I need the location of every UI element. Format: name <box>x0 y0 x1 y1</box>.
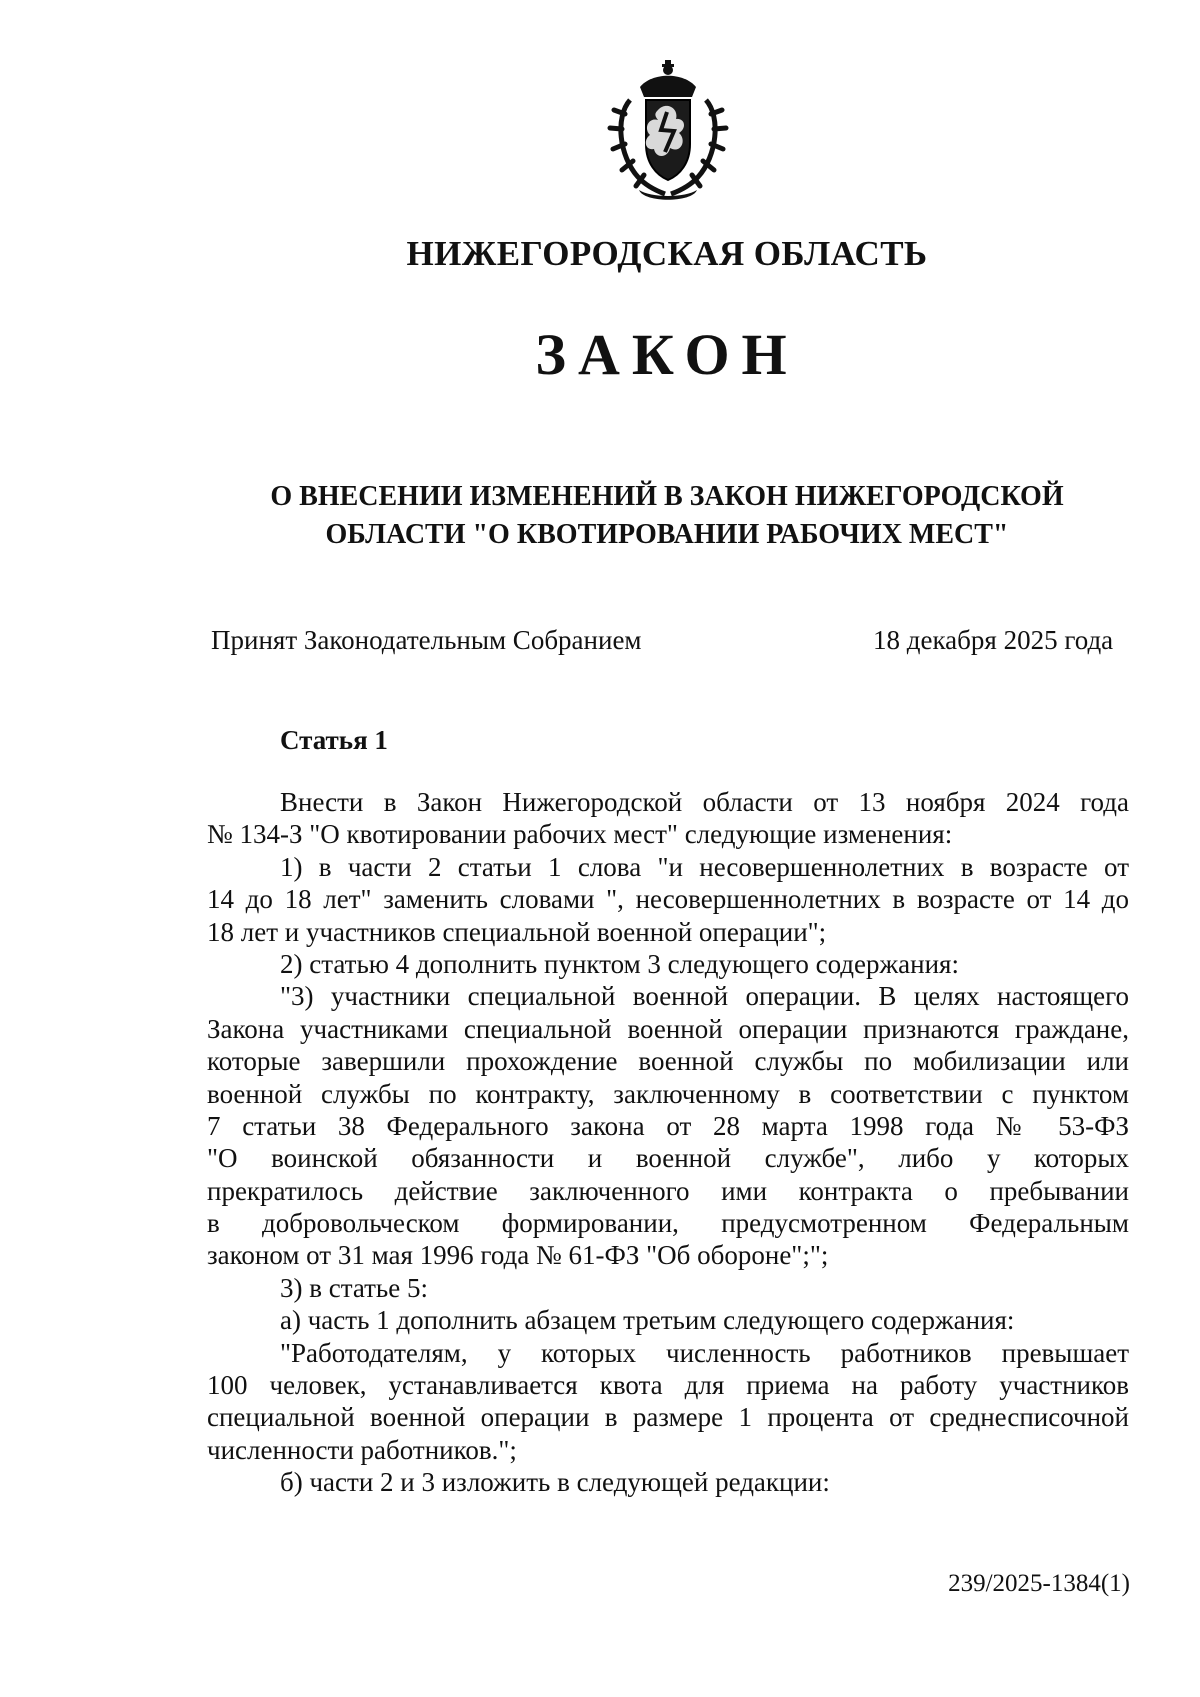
law-title-line: ОБЛАСТИ "О КВОТИРОВАНИИ РАБОЧИХ МЕСТ" <box>325 519 1009 550</box>
article-text-line: в добровольческом формировании, предусмотренном Федеральным <box>207 1208 1129 1239</box>
article-text-line: специальной военной операции в размере 1 процента от среднесписочной <box>207 1402 1129 1433</box>
article-text-line: 2) статью 4 дополнить пунктом 3 следующего содержания: <box>280 948 959 979</box>
article-body <box>207 786 1129 1499</box>
article-text-line: б) части 2 и 3 изложить в следующей редакции: <box>280 1467 830 1498</box>
article-text-line: "Работодателям, у которых численность работников превышает <box>280 1337 1129 1368</box>
article-text-line: 100 человек, устанавливается квота для приема на работу участников <box>207 1370 1129 1401</box>
document-registration-number: 239/2025-1384(1) <box>948 1570 1130 1597</box>
article-text-line: 14 до 18 лет" заменить словами ", несовершеннолетних в возрасте от 14 до <box>207 884 1129 915</box>
document-type-heading: ЗАКОН <box>535 322 799 387</box>
article-text-line: прекратилось действие заключенного ими контракта о пребывании <box>207 1175 1129 1206</box>
article-text-line: "О воинской обязанности и военной службе", либо у которых <box>207 1143 1129 1174</box>
article-text-line: 1) в части 2 статьи 1 слова "и несовершеннолетних в возрасте от <box>280 851 1129 882</box>
article-text-line: а) часть 1 дополнить абзацем третьим следующего содержания: <box>280 1305 1015 1336</box>
adopted-by-text: Принят Законодательным Собранием <box>211 625 642 655</box>
article-text-line: Закона участниками специальной военной операции признаются граждане, <box>207 1013 1129 1044</box>
region-name: НИЖЕГОРОДСКАЯ ОБЛАСТЬ <box>406 234 928 273</box>
coat-of-arms-emblem <box>601 58 735 204</box>
article-text-line: № 134-З "О квотировании рабочих мест" следующие изменения: <box>207 819 953 850</box>
article-text-line: 18 лет и участников специальной военной операции"; <box>207 916 827 947</box>
adoption-date: 18 декабря 2025 года <box>873 625 1114 655</box>
article-text-line: "3) участники специальной военной операции. В целях настоящего <box>280 981 1129 1012</box>
article-text-line: которые завершили прохождение военной службы по мобилизации или <box>207 1046 1129 1077</box>
law-title <box>0 478 1200 554</box>
article-text-line: военной службы по контракту, заключенному в соответствии с пунктом <box>207 1078 1129 1109</box>
article-heading: Статья 1 <box>280 725 388 755</box>
article-text-line: численности работников."; <box>207 1434 517 1465</box>
law-title-line: О ВНЕСЕНИИ ИЗМЕНЕНИЙ В ЗАКОН НИЖЕГОРОДСКОЙ <box>270 481 1064 512</box>
article-text-line: Внести в Закон Нижегородской области от 13 ноября 2024 года <box>280 787 1129 817</box>
article-text-line: 7 статьи 38 Федерального закона от 28 марта 1998 года № 53-ФЗ <box>207 1110 1129 1141</box>
article-text-line: 3) в статье 5: <box>280 1272 428 1303</box>
article-text-line: законом от 31 мая 1996 года № 61-ФЗ "Об обороне";"; <box>207 1240 829 1271</box>
